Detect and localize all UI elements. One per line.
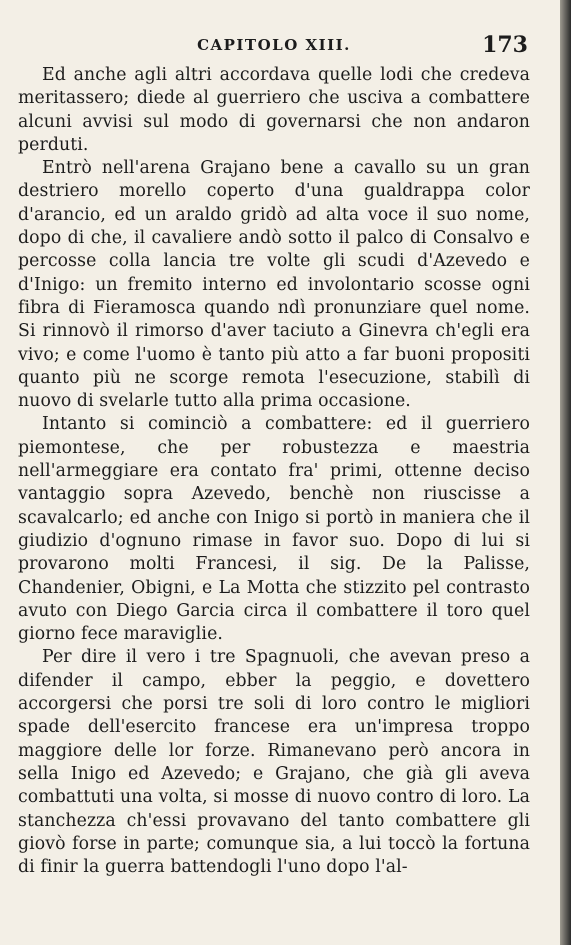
- body-text: [18, 64, 530, 879]
- running-head: CAPITOLO XIII.: [197, 36, 351, 54]
- paragraph: Entrò nell'arena Grajano bene a cavallo su un gran destriero morello coperto d'una gualdrappa color d'arancio, ed un araldo gridò ad alta voce il suo nome, dopo di che, il cavaliere andò sotto il palco di Consalvo e percosse colla lancia tre volte gli scudi d'Azevedo e d'Inigo: un fremito interno ed involontario scosse ogni fibra di Fieramosca quando ndì pronunziare quel nome. Si rinnovò il rimorso d'aver taciuto a Ginevra ch'egli era vivo; e come l'uomo è tanto più atto a far buoni propositi quanto più ne scorge remota l'esecuzione, stabilì di nuovo di svelarle tutto alla prima occasione.: [18, 158, 530, 412]
- book-edge: [560, 0, 571, 945]
- paragraph: Intanto si cominciò a combattere: ed il guerriero piemontese, che per robustezza e maestria nell'armeggiare era contato fra' primi, ottenne deciso vantaggio sopra Azevedo, benchè non riuscisse a scavalcarlo; ed anche con Inigo si portò in maniera che il giudizio d'ognuno rimase in favor suo. Dopo di lui si provarono molti Francesi, il sig. De la Palisse, Chandenier, Obigni, e La Motta che stizzito pel contrasto avuto con Diego Garcia circa il combattere il toro quel giorno fece maraviglie.: [18, 414, 530, 645]
- paragraph: Per dire il vero i tre Spagnuoli, che avevan preso a difender il campo, ebber la peggio, e dovettero accorgersi che porsi tre soli di loro contro le migliori spade dell'esercito francese era un'impresa troppo maggiore delle lor forze. Rimanevano però ancora in sella Inigo ed Azevedo; e Grajano, che già gli aveva combattuti una volta, si mosse di nuovo contro di loro. La stanchezza ch'essi provavano del tanto combattere gli giovò forse in parte; comunque sia, a lui toccò la fortuna di finir la guerra battendogli l'uno dopo l'al-: [18, 647, 530, 878]
- paragraph: Ed anche agli altri accordava quelle lodi che credeva meritassero; diede al guerriero che usciva a combattere alcuni avvisi sul modo di governarsi che non andaron perduti.: [18, 65, 530, 155]
- page-number: 173: [482, 32, 528, 58]
- page-header: [18, 32, 530, 62]
